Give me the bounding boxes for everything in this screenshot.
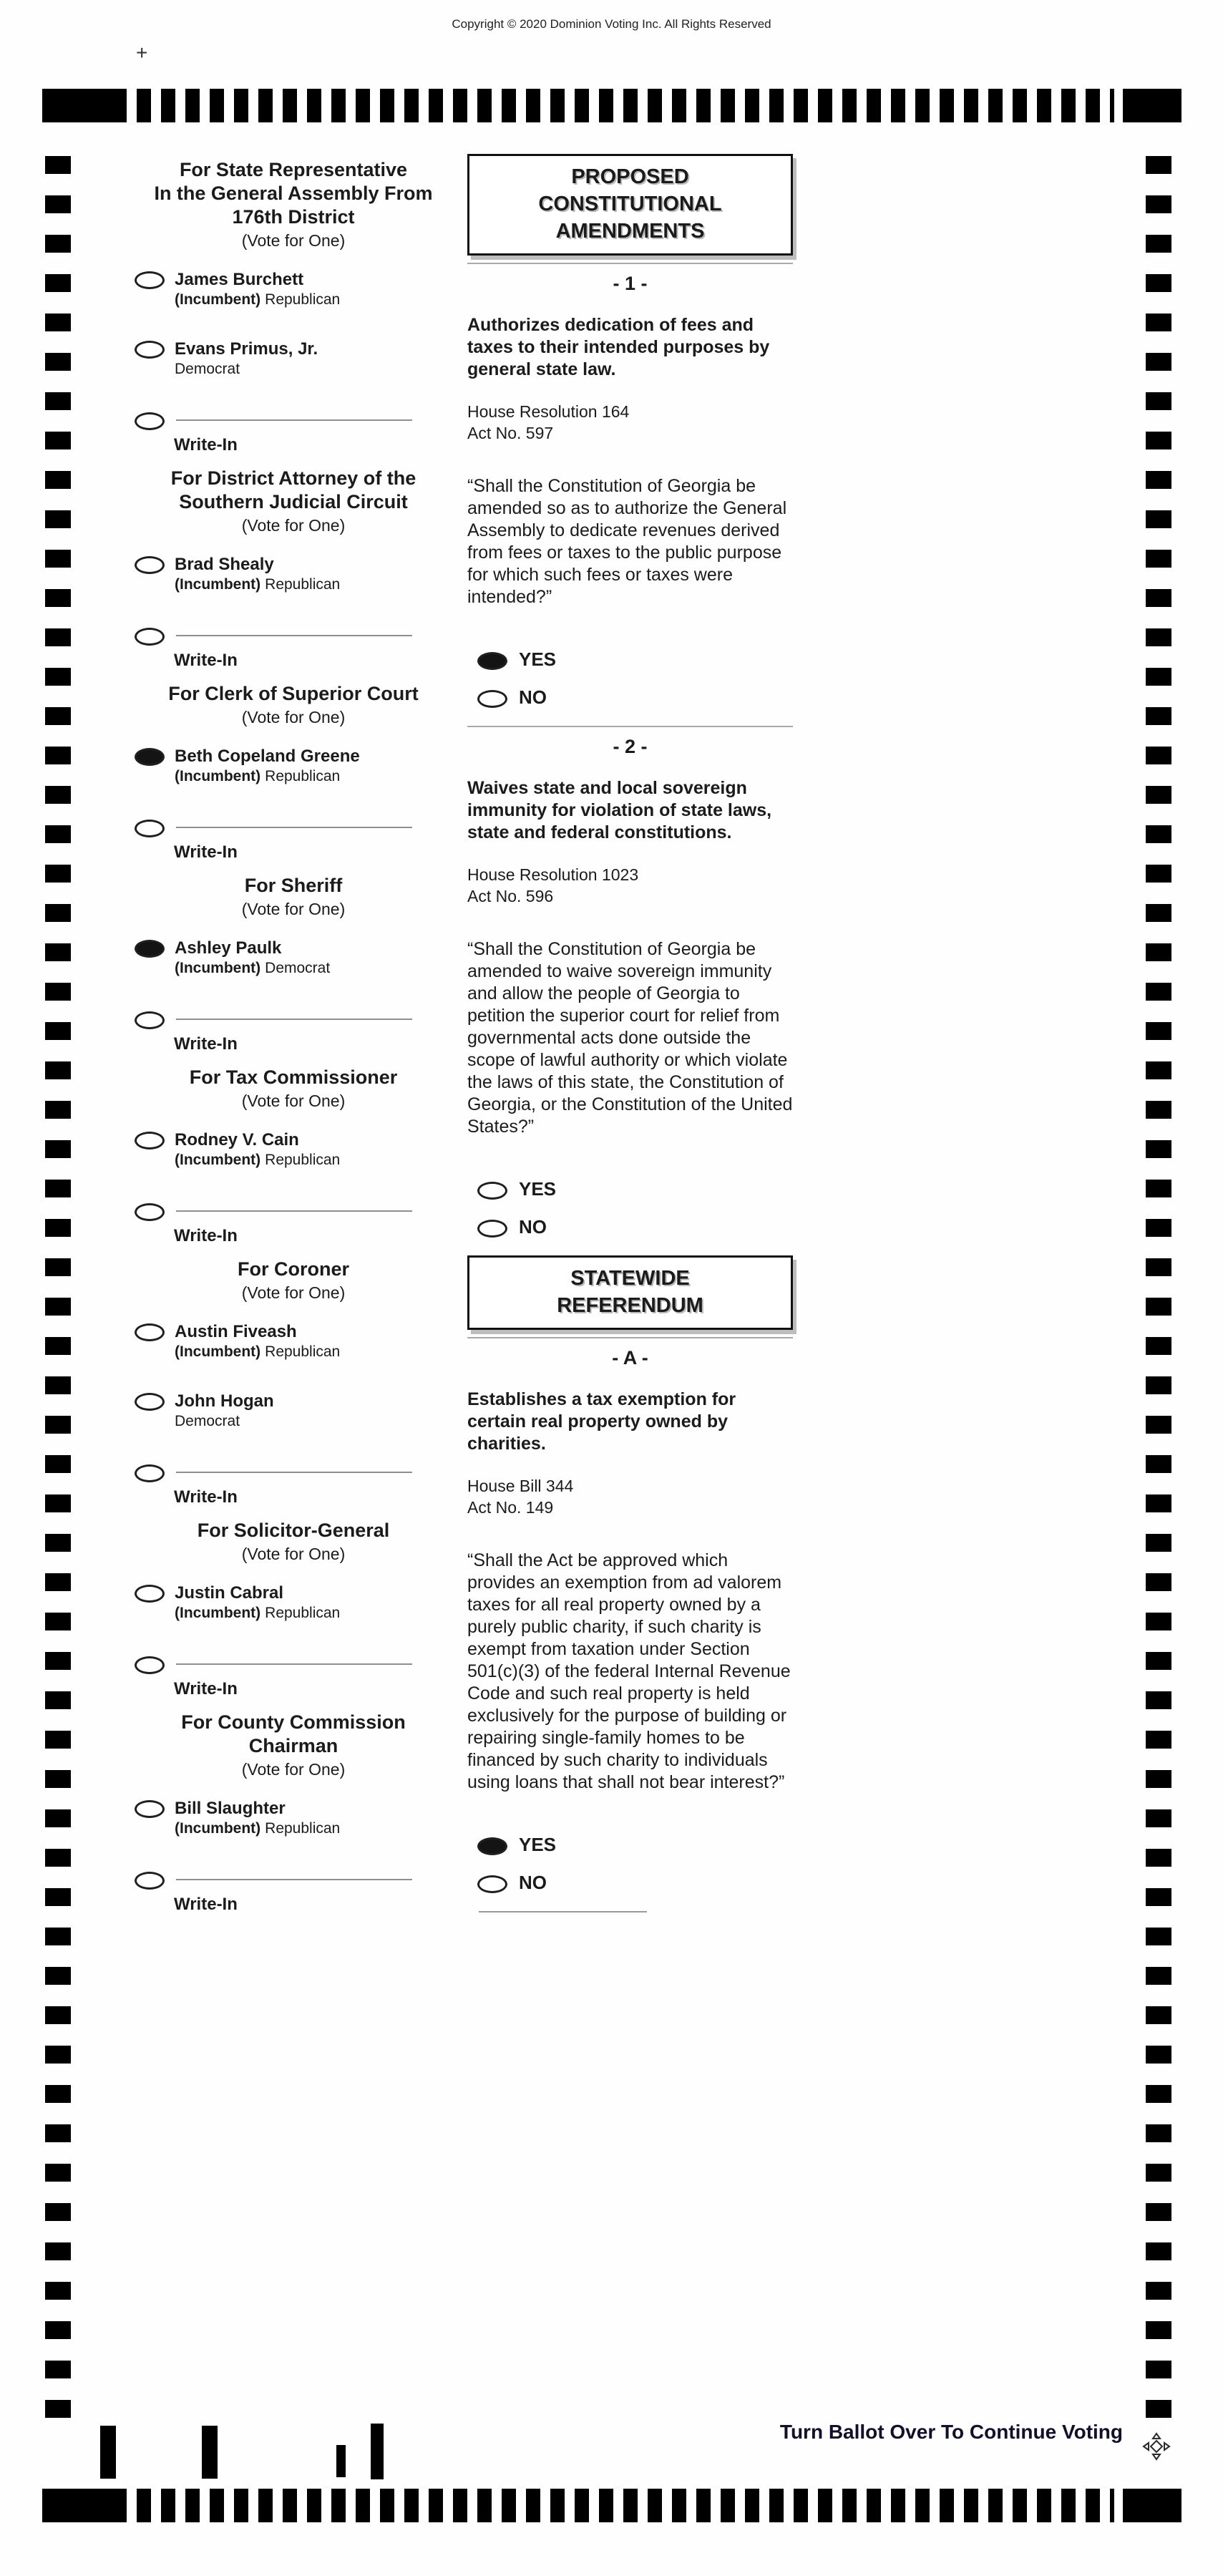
- contest-title: [107, 874, 479, 898]
- vote-oval[interactable]: [135, 820, 165, 837]
- section-end-line: [479, 1911, 647, 1912]
- section-header-line: STATEWIDE: [570, 1267, 690, 1290]
- no-label: NO: [519, 686, 547, 708]
- vote-oval[interactable]: [477, 1182, 507, 1200]
- vote-oval[interactable]: [135, 940, 165, 958]
- candidate-option: [135, 1798, 479, 1844]
- write-in-label: Write-In: [174, 1679, 238, 1698]
- contest-title: [107, 682, 479, 706]
- vote-oval[interactable]: [477, 1837, 507, 1855]
- candidate-name: Evans Primus, Jr.: [175, 339, 318, 359]
- contest-title-line: For State Representative: [179, 159, 408, 180]
- contest-title-line: 176th District: [232, 206, 355, 228]
- yes-label: YES: [519, 1178, 557, 1200]
- stub-mark: [371, 2424, 384, 2479]
- measure-reference: [467, 401, 793, 444]
- candidate-party: (Incumbent) Republican: [175, 1343, 341, 1360]
- candidate-text: [175, 269, 340, 309]
- vote-oval[interactable]: [135, 748, 165, 766]
- ballot-navigation-icon: [1142, 2432, 1171, 2461]
- write-in-line[interactable]: [176, 1879, 412, 1880]
- vote-for-instruction: (Vote for One): [241, 1092, 346, 1110]
- measures-column: [467, 147, 793, 1912]
- timing-marks-bottom: [0, 2489, 1223, 2522]
- vote-oval[interactable]: [135, 1393, 165, 1411]
- measure-summary: Authorizes dedication of fees and taxes to their intended purposes by general state law.: [467, 315, 770, 379]
- yes-label: YES: [519, 648, 557, 670]
- contest-title: [107, 158, 479, 229]
- candidate-text: [175, 1129, 340, 1170]
- candidate-contests-column: [107, 158, 479, 1926]
- candidate-party: (Incumbent) Republican: [175, 1152, 341, 1168]
- vote-for-instruction: (Vote for One): [241, 231, 346, 250]
- write-in-line[interactable]: [176, 635, 412, 636]
- vote-oval[interactable]: [477, 652, 507, 670]
- candidate-text: [175, 746, 360, 786]
- candidate-option: [135, 938, 479, 983]
- write-in-label: Write-In: [174, 1226, 238, 1245]
- candidate-name: Austin Fiveash: [175, 1322, 297, 1341]
- candidate-option: [135, 269, 479, 315]
- yes-option: [477, 648, 793, 671]
- write-in-option: [135, 408, 479, 432]
- vote-for-instruction: (Vote for One): [241, 708, 346, 726]
- write-in-label: Write-In: [174, 435, 238, 455]
- timing-bars: [137, 89, 1114, 122]
- write-in-line[interactable]: [176, 1019, 412, 1020]
- no-label: NO: [519, 1216, 547, 1238]
- vote-oval[interactable]: [135, 341, 165, 359]
- contest-title-line: For District Attorney of the: [170, 467, 416, 489]
- write-in-line[interactable]: [176, 1663, 412, 1665]
- measure-reference: [467, 1475, 793, 1518]
- candidate-name: James Burchett: [175, 270, 304, 289]
- measure-number: - 1 -: [613, 273, 648, 294]
- candidate-text: [175, 1321, 340, 1361]
- candidate-party: (Incumbent) Republican: [175, 576, 341, 593]
- vote-oval[interactable]: [135, 1011, 165, 1029]
- write-in-label: Write-In: [174, 1487, 238, 1507]
- measure-reference: [467, 864, 793, 907]
- candidate-option: [135, 1129, 479, 1175]
- candidate-party: (Incumbent) Republican: [175, 1605, 341, 1621]
- write-in-line[interactable]: [176, 1210, 412, 1212]
- stub-mark: [202, 2426, 218, 2479]
- measure-question: “Shall the Constitution of Georgia be amended to waive sovereign immunity and allow the people of Georgia to petition the superior court for relief from governmental acts done outside the scope of lawful authority or which violate the laws of this state, the Constitution of Georgia, or the Constitution of the United States?”: [467, 939, 793, 1137]
- timing-cap-right: [1123, 89, 1181, 122]
- no-option: [477, 1216, 793, 1238]
- candidate-text: [175, 339, 318, 379]
- contest-title: [107, 1711, 479, 1758]
- candidate-option: [135, 1391, 479, 1437]
- measure-referendum-a: [467, 1337, 793, 1912]
- section-header-constitutional-amendments: [467, 154, 793, 256]
- vote-oval[interactable]: [135, 1323, 165, 1341]
- candidate-option: [135, 339, 479, 384]
- measure-amendment-1: [467, 263, 793, 709]
- write-in-label: Write-In: [174, 1895, 238, 1914]
- candidate-text: [175, 1583, 340, 1623]
- timing-cap-left: [42, 2489, 127, 2522]
- candidate-option: [135, 1321, 479, 1367]
- candidate-option: [135, 554, 479, 600]
- write-in-line[interactable]: [176, 419, 412, 421]
- write-in-label: Write-In: [174, 842, 238, 862]
- measure-summary: Waives state and local sovereign immunity for violation of state laws, state and federal constitutions.: [467, 778, 772, 842]
- timing-bars: [137, 2489, 1114, 2522]
- measure-reference-line: Act No. 597: [467, 424, 554, 442]
- measure-summary: Establishes a tax exemption for certain real property owned by charities.: [467, 1389, 736, 1454]
- candidate-party: (Incumbent) Republican: [175, 291, 341, 308]
- contest-title-line: For Sheriff: [244, 875, 343, 896]
- timing-cap-right: [1123, 2489, 1181, 2522]
- contest-clerk-superior-court: [107, 682, 479, 863]
- vote-oval[interactable]: [135, 412, 165, 430]
- candidate-text: [175, 938, 330, 978]
- vote-for-instruction: (Vote for One): [241, 900, 346, 918]
- vote-oval[interactable]: [477, 690, 507, 708]
- vote-oval[interactable]: [135, 1656, 165, 1674]
- contest-title-line: For County Commission: [181, 1711, 406, 1733]
- contest-title-line: Southern Judicial Circuit: [179, 491, 408, 512]
- write-in-option: [135, 1652, 479, 1676]
- measure-reference-line: House Resolution 1023: [467, 865, 639, 884]
- no-label: NO: [519, 1872, 547, 1893]
- contest-title-line: For Clerk of Superior Court: [168, 683, 419, 704]
- write-in-option: [135, 623, 479, 647]
- vote-oval[interactable]: [135, 1132, 165, 1150]
- vote-for-instruction: (Vote for One): [241, 1760, 346, 1779]
- contest-title: [107, 1066, 479, 1089]
- section-header-line: AMENDMENTS: [555, 220, 705, 243]
- vote-for-instruction: (Vote for One): [241, 1283, 346, 1302]
- no-option: [477, 1872, 793, 1894]
- candidate-party: (Incumbent) Republican: [175, 768, 341, 784]
- vote-oval[interactable]: [135, 1585, 165, 1603]
- section-header-statewide-referendum: [467, 1255, 793, 1330]
- candidate-name: Justin Cabral: [175, 1583, 284, 1603]
- vote-for-instruction: (Vote for One): [241, 516, 346, 535]
- candidate-party: Democrat: [175, 361, 240, 377]
- measure-number: - A -: [612, 1347, 648, 1369]
- vote-oval[interactable]: [135, 271, 165, 289]
- candidate-text: [175, 1798, 340, 1838]
- section-header-line: PROPOSED: [571, 165, 689, 188]
- measure-reference-line: House Bill 344: [467, 1477, 574, 1495]
- candidate-name: Ashley Paulk: [175, 938, 282, 958]
- contest-sheriff: [107, 874, 479, 1055]
- vote-oval[interactable]: [135, 1800, 165, 1818]
- candidate-party: Democrat: [175, 1413, 240, 1429]
- contest-title: [107, 1258, 479, 1281]
- timing-marks-left: [45, 156, 71, 2419]
- candidate-option: [135, 1583, 479, 1628]
- candidate-name: Bill Slaughter: [175, 1799, 286, 1818]
- measure-question: “Shall the Act be approved which provides an exemption from ad valorem taxes for all real property owned by a purely public charity, if such charity is exempt from taxation under Section 501(c)(3) of the federal Internal Revenue Code and such real property is held exclusively for the purpose of building or repairing single-family homes to be financed by such charity to individuals using loans that shall not bear interest?”: [467, 1550, 791, 1792]
- contest-tax-commissioner: [107, 1066, 479, 1247]
- vote-oval[interactable]: [135, 1203, 165, 1221]
- stub-mark: [100, 2426, 116, 2479]
- vote-oval[interactable]: [135, 1872, 165, 1890]
- section-header-line: CONSTITUTIONAL: [538, 193, 722, 215]
- candidate-name: John Hogan: [175, 1391, 274, 1411]
- candidate-name: Brad Shealy: [175, 555, 274, 574]
- section-header-line: REFERENDUM: [557, 1294, 703, 1317]
- timing-cap-left: [42, 89, 127, 122]
- stub-mark: [336, 2445, 346, 2477]
- candidate-party: (Incumbent) Republican: [175, 1820, 341, 1837]
- contest-county-commission-chairman: [107, 1711, 479, 1915]
- contest-title-line: In the General Assembly From: [154, 183, 433, 204]
- vote-oval[interactable]: [135, 556, 165, 574]
- yes-option: [477, 1178, 793, 1200]
- write-in-label: Write-In: [174, 1034, 238, 1054]
- contest-title: [107, 467, 479, 514]
- write-in-option: [135, 1199, 479, 1223]
- timing-marks-top: [0, 89, 1223, 122]
- vote-oval[interactable]: [477, 1220, 507, 1238]
- contest-title-line: Chairman: [248, 1735, 338, 1756]
- vote-oval[interactable]: [477, 1875, 507, 1893]
- vote-for-instruction: (Vote for One): [241, 1545, 346, 1563]
- contest-title-line: For Tax Commissioner: [189, 1066, 398, 1088]
- measure-amendment-2: [467, 726, 793, 1238]
- measure-number: - 2 -: [613, 736, 648, 757]
- registration-plus-mark: +: [136, 42, 148, 64]
- measure-reference-line: Act No. 596: [467, 887, 554, 905]
- measure-question: “Shall the Constitution of Georgia be amended so as to authorize the General Assembly to dedicate revenues derived from fees or taxes to the public purpose for which such fees or taxes were intended?”: [467, 476, 787, 607]
- contest-solicitor-general: [107, 1519, 479, 1700]
- candidate-name: Rodney V. Cain: [175, 1130, 299, 1150]
- write-in-option: [135, 1867, 479, 1891]
- write-in-label: Write-In: [174, 651, 238, 670]
- measure-reference-line: Act No. 149: [467, 1498, 554, 1517]
- write-in-option: [135, 815, 479, 839]
- contest-title-line: For Coroner: [237, 1258, 349, 1280]
- vote-oval[interactable]: [135, 1464, 165, 1482]
- candidate-text: [175, 554, 340, 594]
- candidate-text: [175, 1391, 274, 1431]
- write-in-line[interactable]: [176, 827, 412, 828]
- write-in-option: [135, 1007, 479, 1031]
- write-in-line[interactable]: [176, 1472, 412, 1473]
- contest-title: [107, 1519, 479, 1542]
- candidate-option: [135, 746, 479, 792]
- yes-label: YES: [519, 1834, 557, 1855]
- contest-title-line: For Solicitor-General: [197, 1520, 390, 1541]
- turn-ballot-over-text: Turn Ballot Over To Continue Voting: [779, 2421, 1123, 2443]
- timing-marks-right: [1146, 156, 1171, 2419]
- contest-coroner: [107, 1258, 479, 1508]
- candidate-party: (Incumbent) Democrat: [175, 960, 331, 976]
- no-option: [477, 686, 793, 709]
- write-in-option: [135, 1460, 479, 1484]
- contest-state-representative: [107, 158, 479, 456]
- measure-reference-line: House Resolution 164: [467, 402, 630, 421]
- contest-district-attorney: [107, 467, 479, 671]
- vote-oval[interactable]: [135, 628, 165, 646]
- candidate-name: Beth Copeland Greene: [175, 747, 360, 766]
- yes-option: [477, 1834, 793, 1856]
- copyright-text: Copyright © 2020 Dominion Voting Inc. All Rights Reserved: [452, 17, 771, 31]
